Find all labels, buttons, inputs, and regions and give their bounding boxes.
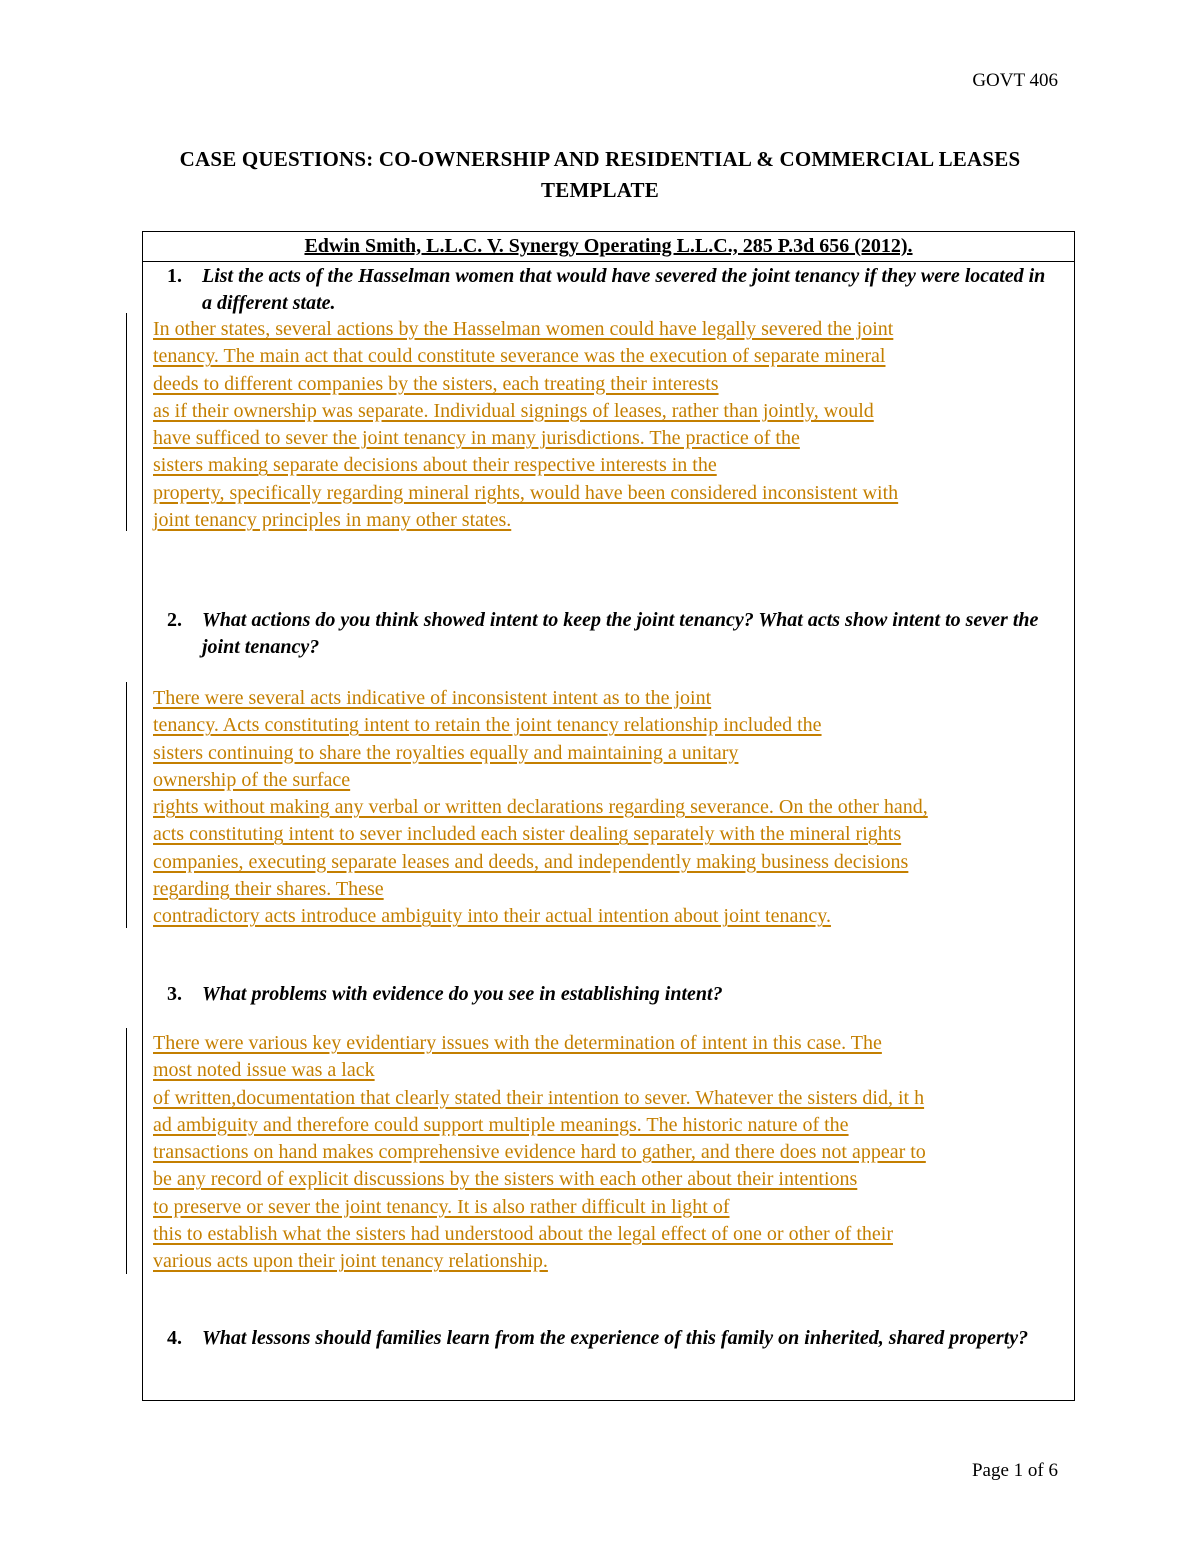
case-citation: Edwin Smith, L.L.C. V. Synergy Operating L.L.C., 285 P.3d 656 (2012). [143,232,1074,262]
answer-line: companies, executing separate leases and deeds, and independently making business decisions [153,850,909,873]
answer-line: this to establish what the sisters had understood about the legal effect of one or other of their [153,1223,893,1246]
answer-1 [153,316,1074,534]
answer-line: most noted issue was a lack [153,1059,375,1082]
answer-line: tenancy. Acts constituting intent to retain the joint tenancy relationship included the [153,714,822,737]
document-title [0,144,1200,206]
answer-line: transactions on hand makes comprehensive evidence hard to gather, and there does not appear to [153,1141,926,1164]
question-text: What actions do you think showed intent to keep the joint tenancy? What acts show intent to sever the joint tenancy? [202,609,1039,658]
answer-3 [153,1030,1074,1276]
answer-line: ad ambiguity and therefore could support multiple meanings. The historic nature of the [153,1113,849,1136]
question-4 [143,1325,1074,1352]
answer-line: There were several acts indicative of inconsistent intent as to the joint [153,687,712,709]
question-1 [143,263,1074,317]
answer-line: tenancy. The main act that could constitute severance was the execution of separate mineral [153,345,886,368]
answer-line: There were various key evidentiary issues with the determination of intent in this case. The [153,1032,882,1054]
answer-line: rights without making any verbal or written declarations regarding severance. On the other hand, [153,796,928,819]
answer-line: joint tenancy principles in many other states. [153,509,512,532]
title-line-1: CASE QUESTIONS: CO-OWNERSHIP AND RESIDENTIAL & COMMERCIAL LEASES [179,147,1021,171]
revision-bar [126,313,127,531]
course-header: GOVT 406 [972,70,1058,91]
answer-line: regarding their shares. These [153,878,384,901]
answer-2 [153,685,1074,931]
answer-line: have sufficed to sever the joint tenancy in many jurisdictions. The practice of the [153,427,800,450]
question-2 [143,607,1074,661]
title-line-2: TEMPLATE [541,178,659,202]
question-number: 2. [167,609,182,631]
answer-line: property, specifically regarding mineral rights, would have been considered inconsistent with [153,481,899,504]
question-text: What problems with evidence do you see in establishing intent? [202,983,723,1005]
question-number: 1. [167,265,182,287]
answer-line: sisters continuing to share the royalties equally and maintaining a unitary [153,741,739,764]
question-number: 3. [167,983,182,1005]
answer-line: be any record of explicit discussions by the sisters with each other about their intentions [153,1168,858,1191]
question-3 [143,981,1074,1008]
question-text: List the acts of the Hasselman women that would have severed the joint tenancy if they were located in a different state. [202,265,1046,314]
answer-line: acts constituting intent to sever included each sister dealing separately with the mineral rights [153,823,902,846]
question-number: 4. [167,1327,182,1349]
question-text: What lessons should families learn from the experience of this family on inherited, shared property? [202,1327,1029,1349]
case-table [142,231,1075,1401]
revision-bar [126,682,127,928]
answer-line: contradictory acts introduce ambiguity into their actual intention about joint tenancy. [153,905,831,928]
answer-line: ownership of the surface [153,768,351,791]
answer-line: various acts upon their joint tenancy relationship. [153,1250,548,1273]
answer-line: of written,documentation that clearly stated their intention to sever. Whatever the sisters did, it h [153,1086,925,1109]
page-number: Page 1 of 6 [971,1460,1058,1481]
revision-bar [126,1028,127,1274]
answer-line: deeds to different companies by the sisters, each treating their interests [153,372,719,395]
answer-line: as if their ownership was separate. Individual signings of leases, rather than jointly, would [153,399,874,422]
answer-line: to preserve or sever the joint tenancy. It is also rather difficult in light of [153,1195,730,1218]
answer-line: sisters making separate decisions about their respective interests in the [153,454,717,477]
answer-line: In other states, several actions by the Hasselman women could have legally severed the joint [153,318,894,340]
